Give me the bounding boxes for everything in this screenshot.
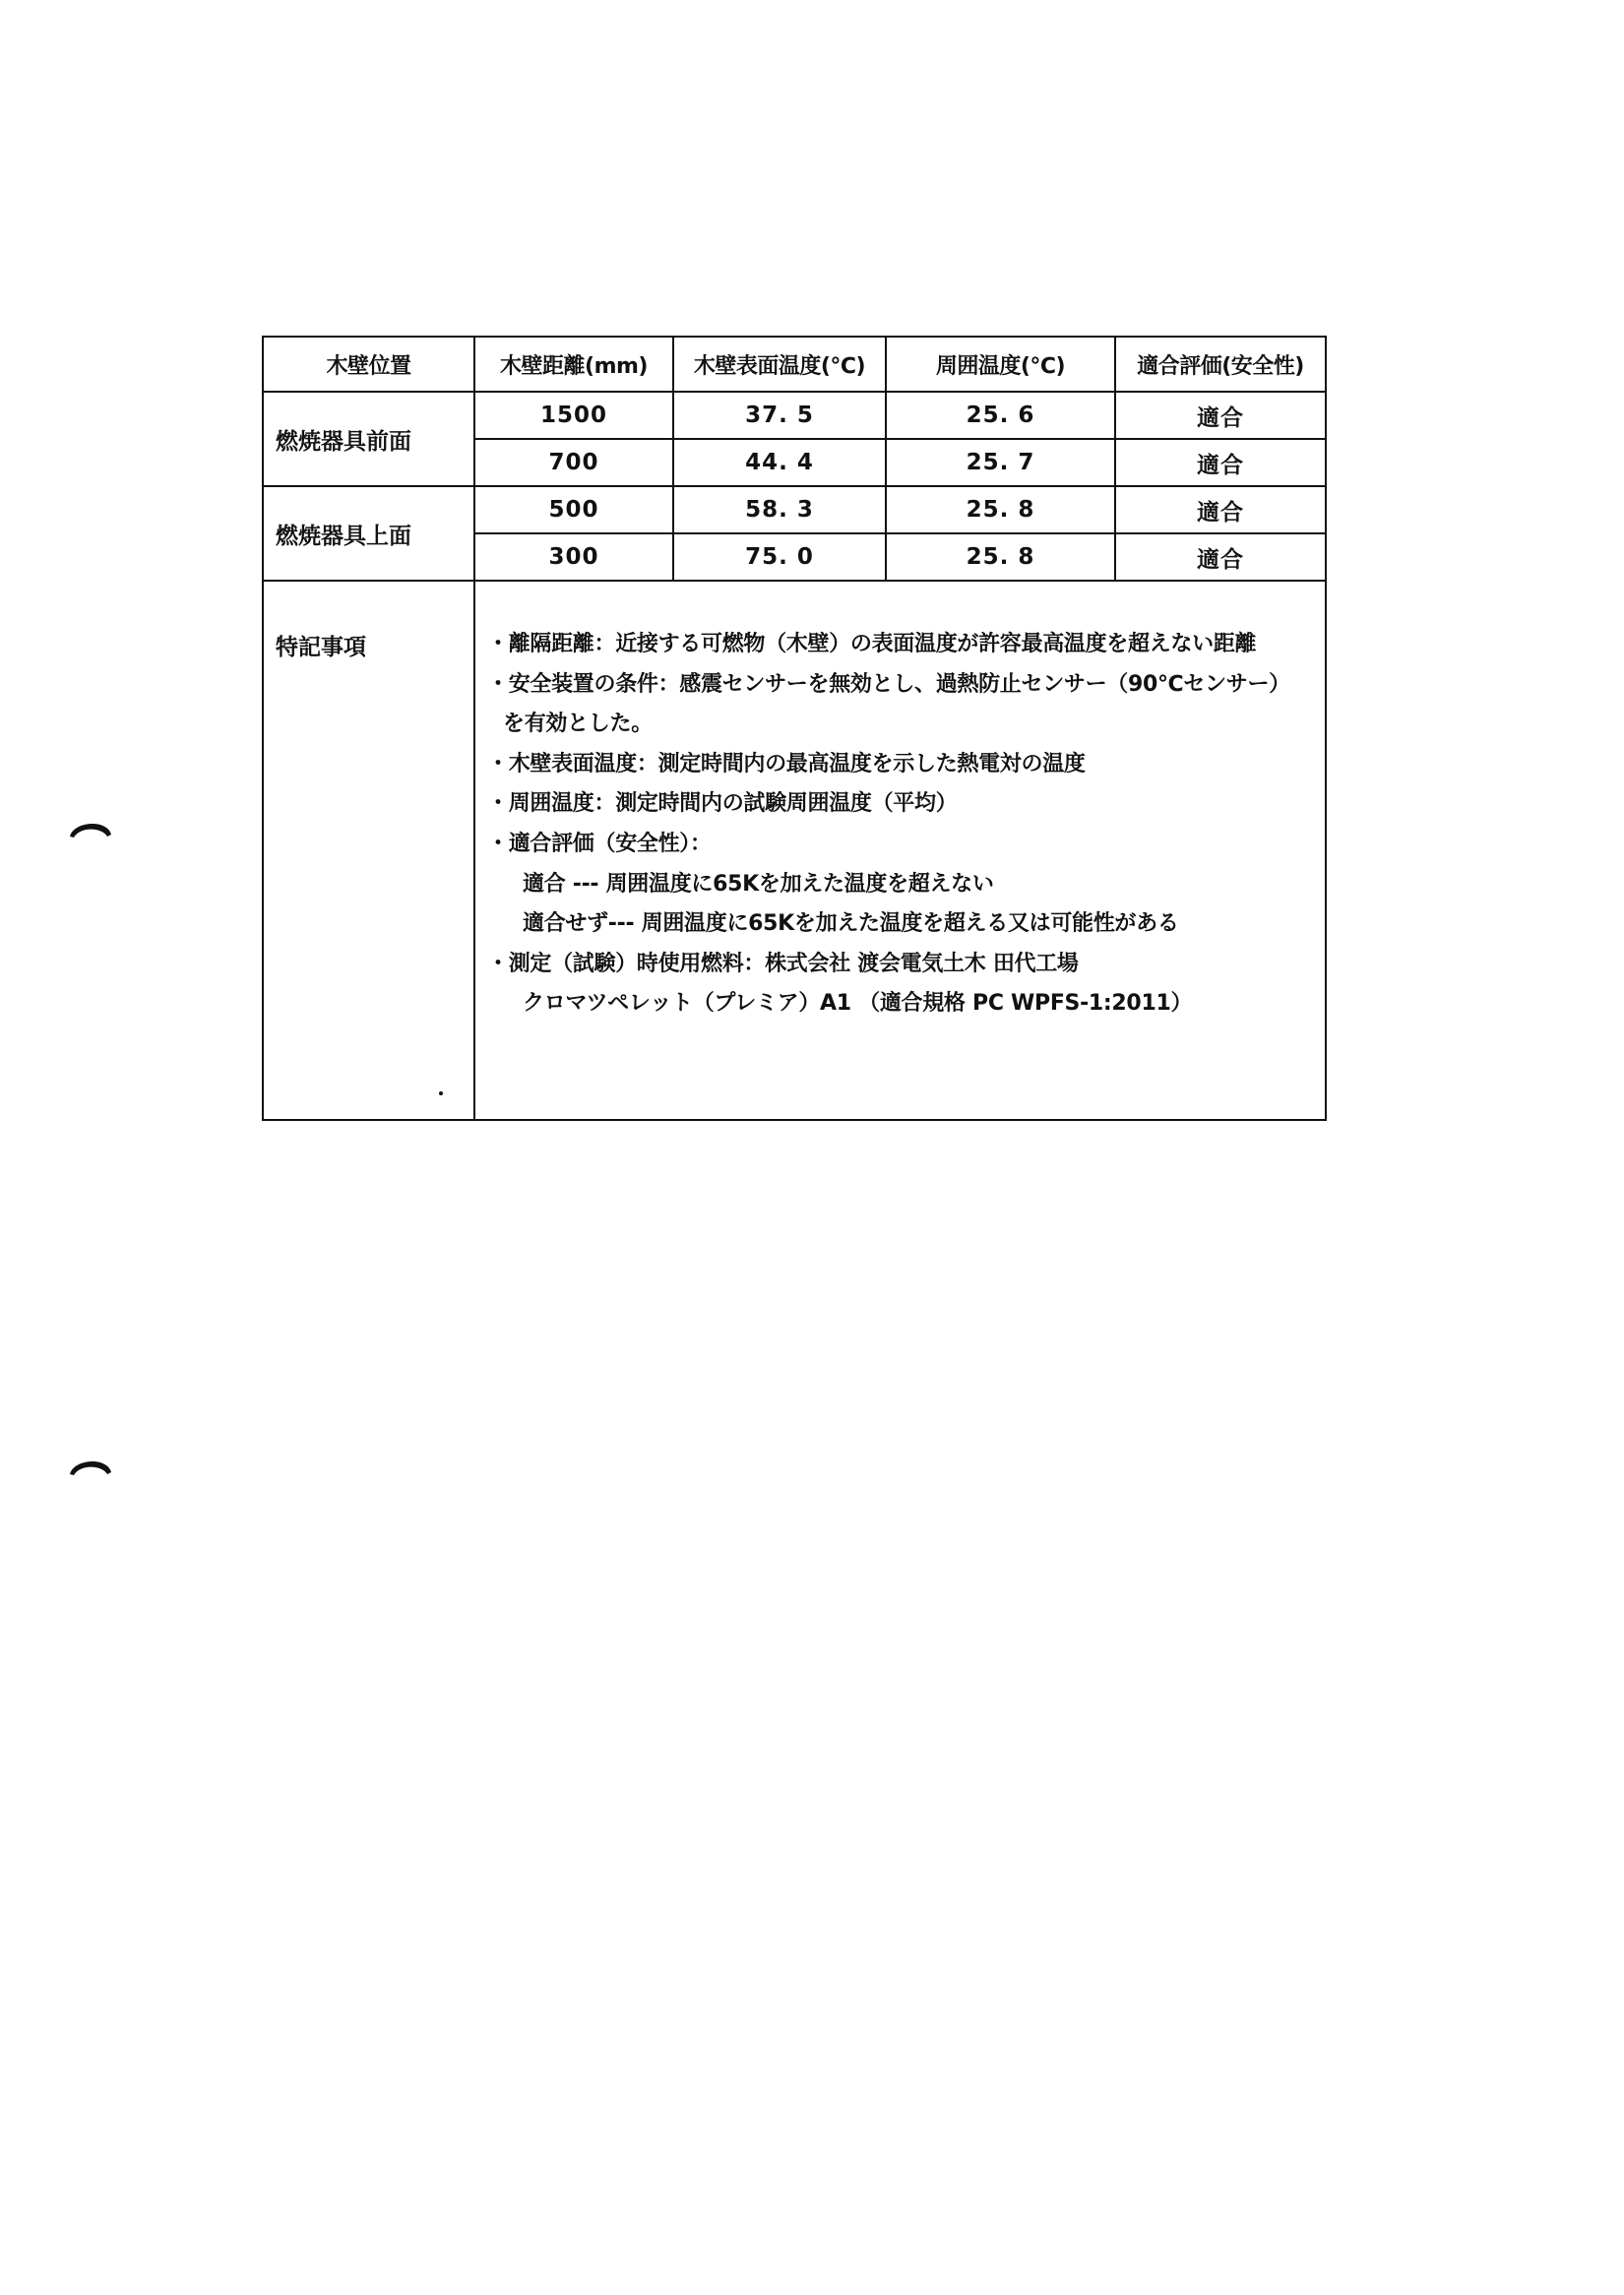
notes-label-cell xyxy=(263,581,474,1120)
surface-temp-cell: 58. 3 xyxy=(673,486,886,533)
note-safety-device-cont: を有効とした。 xyxy=(503,712,653,737)
note-evaluation-pass: 適合 --- 周囲温度に65Kを加えた温度を超えない xyxy=(523,871,994,897)
note-evaluation: ・適合評価（安全性）： xyxy=(487,831,712,856)
distance-cell: 700 xyxy=(474,439,673,486)
position-front: 燃焼器具前面 xyxy=(263,392,474,486)
stray-dot xyxy=(439,1091,443,1095)
ambient-temp-cell: 25. 8 xyxy=(886,486,1115,533)
punch-hole-mark-top xyxy=(68,815,113,838)
distance-cell: 300 xyxy=(474,533,673,581)
table-header-row xyxy=(263,337,1326,392)
surface-temp-cell: 75. 0 xyxy=(673,533,886,581)
evaluation-cell: 適合 xyxy=(1115,392,1326,439)
header-wall-surface-temp: 木壁表面温度(℃) xyxy=(673,337,886,392)
notes-label: 特記事項 xyxy=(276,635,366,660)
evaluation-cell: 適合 xyxy=(1115,486,1326,533)
notes-row xyxy=(263,581,1326,1120)
evaluation-cell: 適合 xyxy=(1115,533,1326,581)
distance-cell: 500 xyxy=(474,486,673,533)
surface-temp-cell: 37. 5 xyxy=(673,392,886,439)
punch-hole-mark-bottom xyxy=(68,1453,113,1476)
note-fuel: ・測定（試験）時使用燃料：株式会社 渡会電気土木 田代工場 xyxy=(487,951,1079,976)
note-safety-device: ・安全装置の条件：感震センサーを無効とし、過熱防止センサー（90℃センサー） xyxy=(487,671,1290,697)
header-wall-distance: 木壁距離(mm) xyxy=(474,337,673,392)
ambient-temp-cell: 25. 6 xyxy=(886,392,1115,439)
surface-temp-cell: 44. 4 xyxy=(673,439,886,486)
ambient-temp-cell: 25. 7 xyxy=(886,439,1115,486)
header-wall-position: 木壁位置 xyxy=(263,337,474,392)
notes-cell xyxy=(474,581,1326,1120)
wall-temperature-table xyxy=(262,336,1327,1121)
distance-cell: 1500 xyxy=(474,392,673,439)
note-fuel-cont: クロマツペレット（プレミア）A1 （適合規格 PC WPFS-1:2011） xyxy=(523,991,1193,1017)
evaluation-cell: 適合 xyxy=(1115,439,1326,486)
note-evaluation-fail: 適合せず--- 周囲温度に65Kを加えた温度を超える又は可能性がある xyxy=(523,911,1179,937)
note-ambient-temp: ・周囲温度：測定時間内の試験周囲温度（平均） xyxy=(487,791,958,817)
note-wall-surface-temp: ・木壁表面温度：測定時間内の最高温度を示した熱電対の温度 xyxy=(487,751,1086,776)
table-row xyxy=(263,392,1326,439)
header-evaluation: 適合評価(安全性) xyxy=(1115,337,1326,392)
table-row xyxy=(263,486,1326,533)
header-ambient-temp: 周囲温度(℃) xyxy=(886,337,1115,392)
ambient-temp-cell: 25. 8 xyxy=(886,533,1115,581)
position-top: 燃焼器具上面 xyxy=(263,486,474,581)
note-separation-distance: ・離隔距離：近接する可燃物（木壁）の表面温度が許容最高温度を超えない距離 xyxy=(487,632,1257,656)
